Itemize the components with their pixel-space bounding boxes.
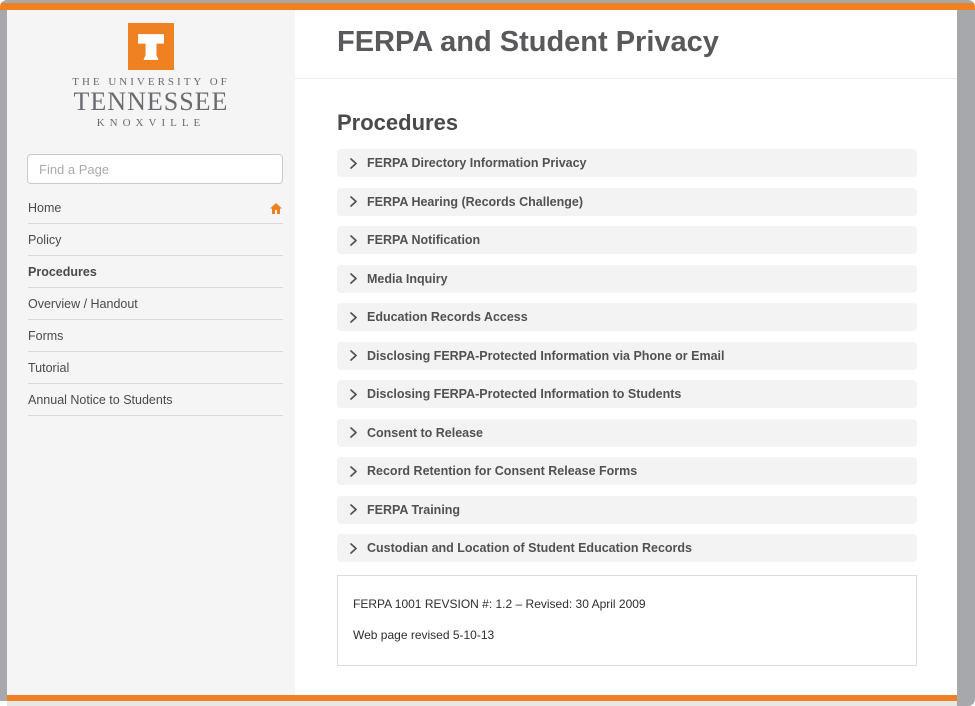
accordion-item-label: FERPA Notification bbox=[367, 233, 481, 247]
accordion-item[interactable] bbox=[337, 188, 917, 216]
chevron-right-icon bbox=[349, 158, 358, 169]
accordion-item-label: Media Inquiry bbox=[367, 271, 448, 286]
accordion-item[interactable] bbox=[337, 342, 917, 370]
accordion-item[interactable] bbox=[337, 226, 917, 254]
sidebar-nav-item-label: Policy bbox=[28, 233, 62, 248]
home-icon bbox=[270, 203, 282, 214]
chevron-right-icon bbox=[349, 273, 358, 284]
accordion-item-label: FERPA Training bbox=[367, 502, 461, 517]
sidebar-nav-item-label: Annual Notice to Students bbox=[28, 393, 173, 408]
chevron-right-icon bbox=[349, 427, 358, 438]
chevron-right-icon bbox=[349, 543, 358, 554]
sidebar-nav-item[interactable] bbox=[28, 288, 283, 320]
accordion-item-label: FERPA Hearing (Records Challenge) bbox=[367, 194, 584, 209]
accordion-item[interactable] bbox=[337, 149, 917, 177]
accordion-item-label: Disclosing FERPA-Protected Information to Students bbox=[367, 387, 682, 401]
sidebar-nav-item[interactable] bbox=[28, 384, 283, 416]
window-frame-right[interactable] bbox=[957, 10, 975, 706]
window-frame-left bbox=[0, 10, 7, 701]
sidebar-nav-item[interactable] bbox=[28, 352, 283, 384]
sidebar bbox=[7, 10, 295, 695]
sidebar-nav bbox=[28, 192, 283, 416]
main-content bbox=[295, 10, 957, 695]
accordion-list bbox=[337, 149, 917, 562]
accordion-item-label: Consent to Release bbox=[367, 425, 484, 440]
accordion-item[interactable] bbox=[337, 303, 917, 331]
revision-line: FERPA 1001 REVSION #: 1.2 – Revised: 30 April 2009 bbox=[353, 597, 646, 611]
chevron-right-icon bbox=[349, 350, 358, 361]
sidebar-nav-item-label: Home bbox=[28, 201, 62, 216]
sidebar-nav-item[interactable] bbox=[28, 320, 283, 352]
sidebar-nav-item[interactable] bbox=[28, 192, 283, 224]
sidebar-nav-item-label: Tutorial bbox=[28, 361, 70, 376]
section-heading: Procedures bbox=[337, 110, 459, 135]
logo-knoxville: KNOXVILLE bbox=[96, 117, 206, 130]
ut-logo[interactable] bbox=[7, 10, 295, 129]
chevron-right-icon bbox=[349, 235, 358, 246]
accordion-item-label: Disclosing FERPA-Protected Information via Phone or Email bbox=[367, 348, 725, 363]
sidebar-nav-item-label: Forms bbox=[28, 329, 64, 344]
orange-accent-bar-top bbox=[0, 3, 975, 10]
web-revision-line: Web page revised 5-10-13 bbox=[353, 628, 495, 642]
chevron-right-icon bbox=[349, 504, 358, 515]
logo-tennessee: TENNESSEE bbox=[73, 87, 229, 116]
revision-note-box bbox=[337, 575, 917, 666]
sidebar-nav-item-label: Overview / Handout bbox=[28, 297, 138, 312]
chevron-right-icon bbox=[349, 312, 358, 323]
accordion-item[interactable] bbox=[337, 380, 917, 408]
chevron-right-icon bbox=[349, 466, 358, 477]
title-divider bbox=[295, 78, 957, 79]
accordion-item[interactable] bbox=[337, 534, 917, 562]
accordion-item[interactable] bbox=[337, 496, 917, 524]
logo-university-of: THE UNIVERSITY OF bbox=[72, 76, 230, 88]
accordion-item-label: FERPA Directory Information Privacy bbox=[367, 156, 587, 170]
accordion-item-label: Record Retention for Consent Release Forms bbox=[367, 464, 638, 478]
chevron-right-icon bbox=[349, 389, 358, 400]
accordion-item[interactable] bbox=[337, 419, 917, 447]
sidebar-nav-item[interactable] bbox=[28, 224, 283, 256]
accordion-item[interactable] bbox=[337, 457, 917, 485]
accordion-item[interactable] bbox=[337, 265, 917, 293]
chevron-right-icon bbox=[349, 196, 358, 207]
sidebar-nav-item-label: Procedures bbox=[28, 265, 97, 280]
sidebar-nav-item[interactable] bbox=[28, 256, 283, 288]
ut-power-t-icon bbox=[128, 23, 174, 70]
search-box bbox=[27, 154, 283, 184]
page-title: FERPA and Student Privacy bbox=[337, 26, 719, 58]
search-input[interactable] bbox=[27, 154, 283, 184]
accordion-item-label: Education Records Access bbox=[367, 310, 528, 324]
accordion-item-label: Custodian and Location of Student Education Records bbox=[367, 541, 693, 555]
window-frame-bottom bbox=[7, 701, 957, 706]
